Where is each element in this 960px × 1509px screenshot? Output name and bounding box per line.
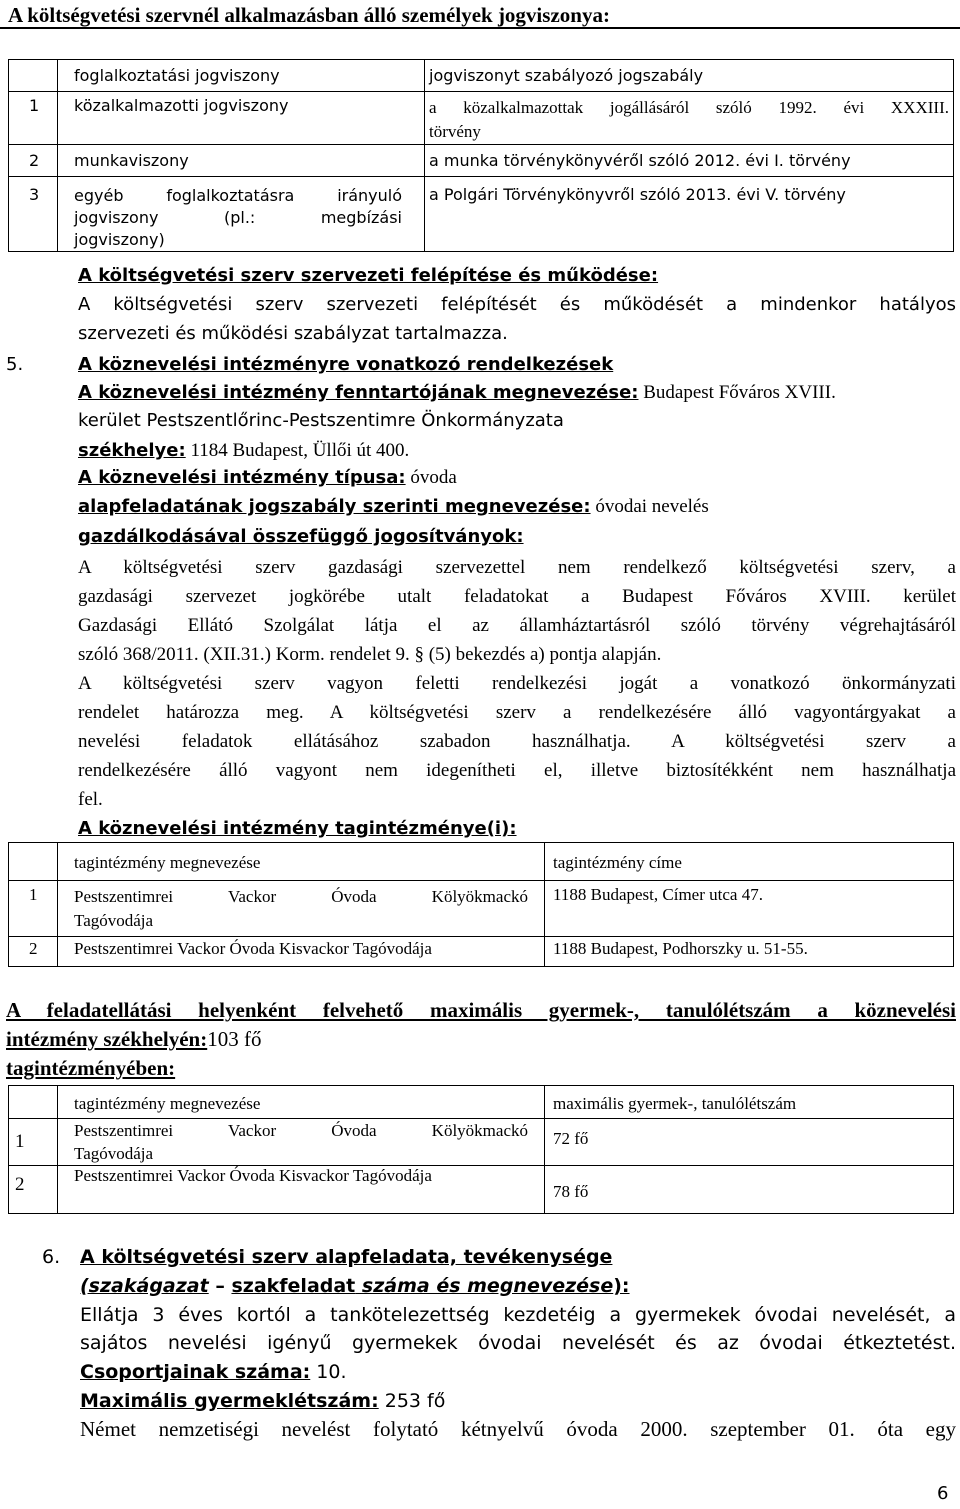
employment-table (8, 59, 954, 252)
seat-value: 1184 Budapest, Üllői út 400. (185, 440, 410, 461)
column-header: foglalkoztatási jogviszony (58, 60, 425, 92)
seat-label: székhelye: (78, 440, 186, 461)
law-name: a közalkalmazottak jogállásáról szóló 1992. évi XXXIII. (429, 98, 949, 117)
maintainer-value-cont: kerület Pestszentlőrinc-Pestszentimre Önkormányzata (78, 410, 564, 431)
row-number: 2 (9, 1166, 58, 1214)
member-table (8, 842, 954, 967)
capacity-seat-label: intézmény székhelyén: (6, 1027, 208, 1051)
section-heading: A köznevelési intézményre vonatkozó rendelkezések (78, 354, 614, 375)
table-row (9, 1166, 954, 1214)
row-number: 3 (9, 177, 58, 252)
type-line (78, 467, 457, 489)
asset-text: rendelet határozza meg. A költségvetési szerv a rendelkezésére álló vagyontárgyakat a (78, 702, 956, 723)
subheading-part: ): (613, 1275, 630, 1297)
employment-type: egyéb foglalkoztatásra irányuló (74, 186, 402, 205)
max-children-line (80, 1390, 445, 1413)
table-row (9, 1119, 954, 1166)
table-row (9, 881, 954, 937)
groups-value: 10. (310, 1361, 347, 1383)
column-header: tagintézmény címe (545, 843, 954, 881)
member-heading: A köznevelési intézmény tagintézménye(i): (78, 818, 517, 839)
capacity-seat-value: 103 fő (207, 1027, 262, 1051)
maintainer-label: A köznevelési intézmény fenntartójának megnevezése: (78, 382, 639, 403)
column-header: tagintézmény megnevezése (58, 843, 545, 881)
section6-text: sajátos nevelési igényű gyermekek óvodai nevelését és az óvodai étkeztetést. (80, 1332, 956, 1354)
org-heading: A költségvetési szerv szervezeti felépítése és működése: (78, 265, 659, 286)
table-row (9, 92, 954, 145)
employment-type-cont: jogviszony (pl.: megbízási (74, 208, 402, 227)
section-number: 5. (6, 354, 24, 375)
max-children-label: Maximális gyermeklétszám: (80, 1390, 379, 1412)
table-row (9, 145, 954, 177)
type-label: A köznevelési intézmény típusa: (78, 467, 406, 488)
finance-heading: gazdálkodásával összefüggő jogosítványok: (78, 526, 524, 547)
finance-text: szóló 368/2011. (XII.31.) Korm. rendelet 9. § (5) bekezdés a) pontja alapján. (78, 644, 662, 665)
section6-text: Ellátja 3 éves kortól a tankötelezettség kezdetéig a gyermekek óvodai nevelését, a (80, 1304, 956, 1326)
column-header: jogviszonyt szabályozó jogszabály (425, 60, 954, 92)
subheading-part: (szakágazat (80, 1275, 209, 1297)
member-address: 1188 Budapest, Címer utca 47. (545, 881, 954, 937)
section-number: 6. (42, 1246, 61, 1268)
header-divider (0, 27, 960, 29)
section-subheading (80, 1275, 630, 1298)
max-children-value: 253 fő (378, 1390, 446, 1412)
org-text-cont: szervezeti és működési szabályzat tartalmazza. (78, 323, 508, 344)
asset-text: A költségvetési szerv vagyon feletti rendelkezési jogát a vonatkozó önkormányzati (78, 673, 956, 694)
seat-line (78, 440, 409, 462)
member-name: Pestszentimrei Vackor Óvoda Kisvackor Tagóvodája (58, 937, 545, 967)
law-name: a munka törvénykönyvéről szóló 2012. évi I. törvény (425, 145, 954, 177)
member-name: Pestszentimrei Vackor Óvoda Kölyökmackó (74, 1121, 528, 1140)
row-number: 1 (9, 1119, 58, 1166)
maintainer-line (78, 382, 836, 404)
employment-type: közalkalmazotti jogviszony (58, 92, 425, 145)
capacity-heading: A feladatellátási helyenként felvehető maximális gyermek-, tanulólétszám a köznevelési (6, 998, 956, 1022)
capacity-seat-line (6, 1027, 261, 1052)
law-name-cont: törvény (429, 122, 481, 141)
subheading-dash: – (208, 1275, 232, 1297)
groups-label: Csoportjainak száma: (80, 1361, 311, 1383)
column-header: maximális gyermek-, tanulólétszám (545, 1086, 954, 1119)
table-row (9, 177, 954, 252)
row-number: 2 (9, 145, 58, 177)
law-name: a Polgári Törvénykönyvről szóló 2013. évi V. törvény (425, 177, 954, 252)
capacity-value: 72 fő (545, 1119, 954, 1166)
basic-task-line (78, 496, 709, 518)
row-number: 2 (9, 937, 58, 967)
member-address: 1188 Budapest, Podhorszky u. 51-55. (545, 937, 954, 967)
capacity-member-label: tagintézményében: (6, 1056, 176, 1080)
finance-text: gazdasági szervezet jogkörébe utalt feladatokat a Budapest Főváros XVIII. kerület (78, 586, 956, 607)
page-number: 6 (937, 1483, 949, 1504)
basic-task-label: alapfeladatának jogszabály szerinti megnevezése: (78, 496, 591, 517)
member-name: Pestszentimrei Vackor Óvoda Kisvackor Tagóvodája (58, 1166, 545, 1214)
section6-last-line: Német nemzetiségi nevelést folytató kétnyelvű óvoda 2000. szeptember 01. óta egy (80, 1417, 956, 1441)
groups-line (80, 1361, 347, 1384)
row-number: 1 (9, 881, 58, 937)
type-value: óvoda (405, 467, 457, 488)
basic-task-value: óvodai nevelés (590, 496, 709, 517)
capacity-value: 78 fő (545, 1166, 954, 1214)
finance-text: A költségvetési szerv gazdasági szervezettel nem rendelkező költségvetési szerv, a (78, 557, 956, 578)
employment-type-cont: jogviszony) (74, 230, 165, 249)
employment-type: munkaviszony (58, 145, 425, 177)
column-header: tagintézmény megnevezése (58, 1086, 545, 1119)
member-name-cont: Tagóvodája (74, 1144, 154, 1163)
org-text: A költségvetési szerv szervezeti felépítését és működését a mindenkor hatályos (78, 294, 956, 315)
asset-text: nevelési feladatok ellátásához szabadon használhatja. A költségvetési szerv a (78, 731, 956, 752)
table-row (9, 937, 954, 967)
subheading-part: száma és megnevezése (355, 1275, 614, 1297)
section-heading: A költségvetési szerv alapfeladata, tevékenysége (80, 1246, 613, 1268)
row-number: 1 (9, 92, 58, 145)
member-name-cont: Tagóvodája (74, 911, 154, 930)
maintainer-value: Budapest Főváros XVIII. (638, 382, 836, 403)
capacity-table (8, 1085, 954, 1214)
subheading-part: szakfeladat (231, 1275, 356, 1297)
finance-text: Gazdasági Ellátó Szolgálat látja el az államháztartásról szóló törvény végrehajtásáról (78, 615, 956, 636)
asset-text: rendelkezésére álló vagyont nem idegenítheti el, illetve biztosítékként nem használhatja (78, 760, 956, 781)
page-title: A költségvetési szervnél alkalmazásban álló személyek jogviszonya: (8, 3, 610, 27)
asset-text: fel. (78, 789, 103, 810)
member-name: Pestszentimrei Vackor Óvoda Kölyökmackó (74, 887, 528, 906)
